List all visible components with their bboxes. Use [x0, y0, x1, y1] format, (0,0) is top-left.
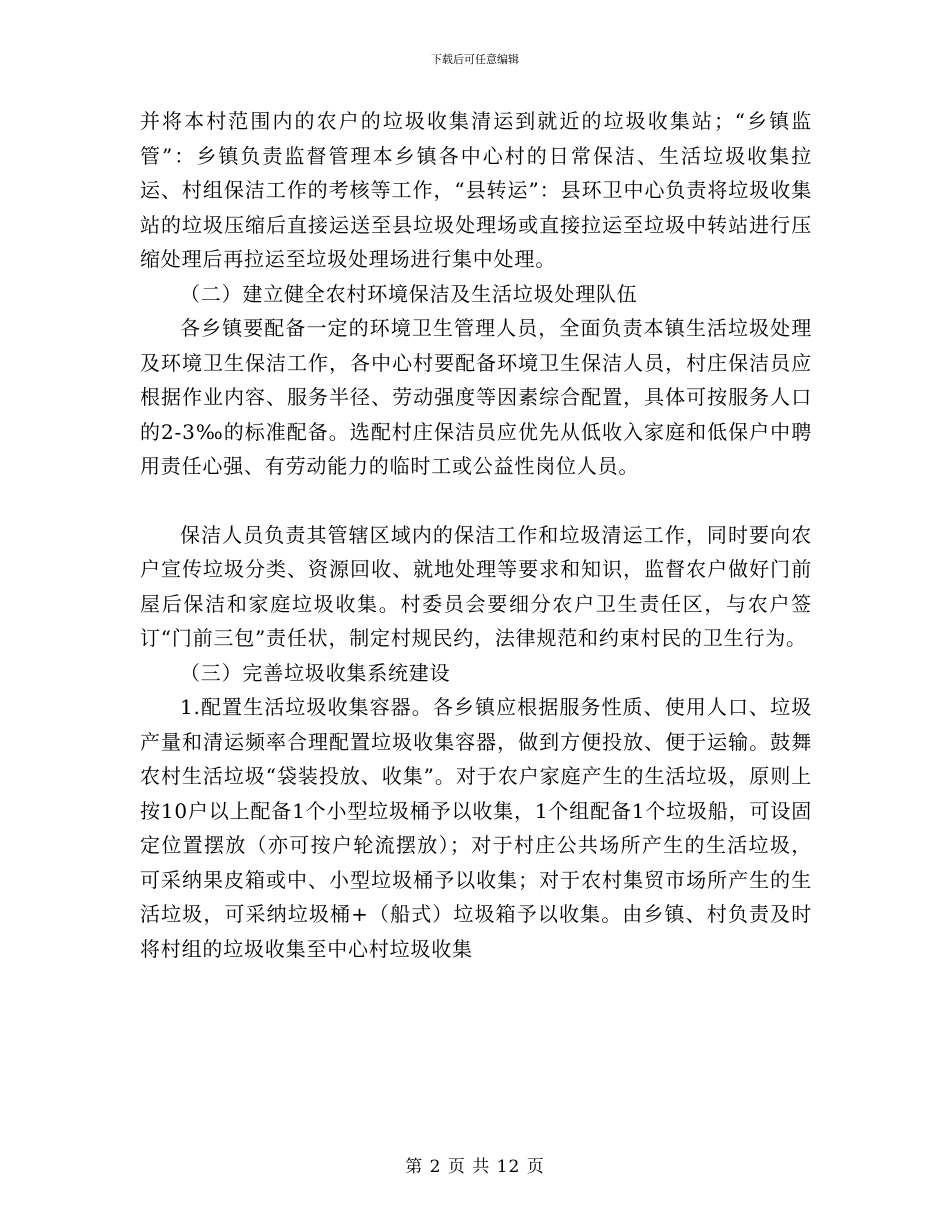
- document-body: [140, 104, 812, 966]
- paragraph-continuation: 并将本村范围内的农户的垃圾收集清运到就近的垃圾收集站；“乡镇监管”：乡镇负责监督管理本乡镇各中心村的日常保洁、生活垃圾收集拉运、村组保洁工作的考核等工作，“县转运”：县环卫中心负责将垃圾收集站的垃圾压缩后直接运送至县垃圾处理场或直接拉运至垃圾中转站进行压缩处理后再拉运至垃圾处理场进行集中处理。: [140, 109, 812, 271]
- paragraph-collection-containers: 1.配置生活垃圾收集容器。各乡镇应根据服务性质、使用人口、垃圾产量和清运频率合理配置垃圾收集容器，做到方便投放、便于运输。鼓舞农村生活垃圾“袋装投放、收集”。对于农户家庭产生的生活垃圾，原则上按10户以上配备1个小型垃圾桶予以收集，1个组配备1个垃圾船，可设固定位置摆放（亦可按户轮流摆放）；对于村庄公共场所产生的生活垃圾，可采纳果皮箱或中、小型垃圾桶予以收集；对于农村集贸市场所产生的生活垃圾，可采纳垃圾桶+（船式）垃圾箱予以收集。由乡镇、村负责及时将村组的垃圾收集至中心村垃圾收集: [140, 695, 812, 961]
- section-heading-3: （三）完善垃圾收集系统建设: [180, 660, 451, 685]
- page-header-note: 下载后可任意编辑: [431, 53, 519, 66]
- section-heading-2: （二）建立健全农村环境保洁及生活垃圾处理队伍: [180, 281, 638, 306]
- paragraph-cleaner-duties: 保洁人员负责其管辖区域内的保洁工作和垃圾清运工作，同时要向农户宣传垃圾分类、资源回收、就地处理等要求和知识，监督农户做好门前屋后保洁和家庭垃圾收集。村委员会要细分农户卫生责任区，与农户签订“门前三包”责任状，制定村规民约，法律规范和约束村民的卫生行为。: [140, 522, 812, 650]
- page-number: 第 2 页 共 12 页: [405, 1157, 545, 1177]
- paragraph-staffing: 各乡镇要配备一定的环境卫生管理人员，全面负责本镇生活垃圾处理及环境卫生保洁工作，各中心村要配备环境卫生保洁人员，村庄保洁员应根据作业内容、服务半径、劳动强度等因素综合配置，具体可按服务人口的2-3‰的标准配备。选配村庄保洁员应优先从低收入家庭和低保户中聘用责任心强、有劳动能力的临时工或公益性岗位人员。: [140, 316, 812, 478]
